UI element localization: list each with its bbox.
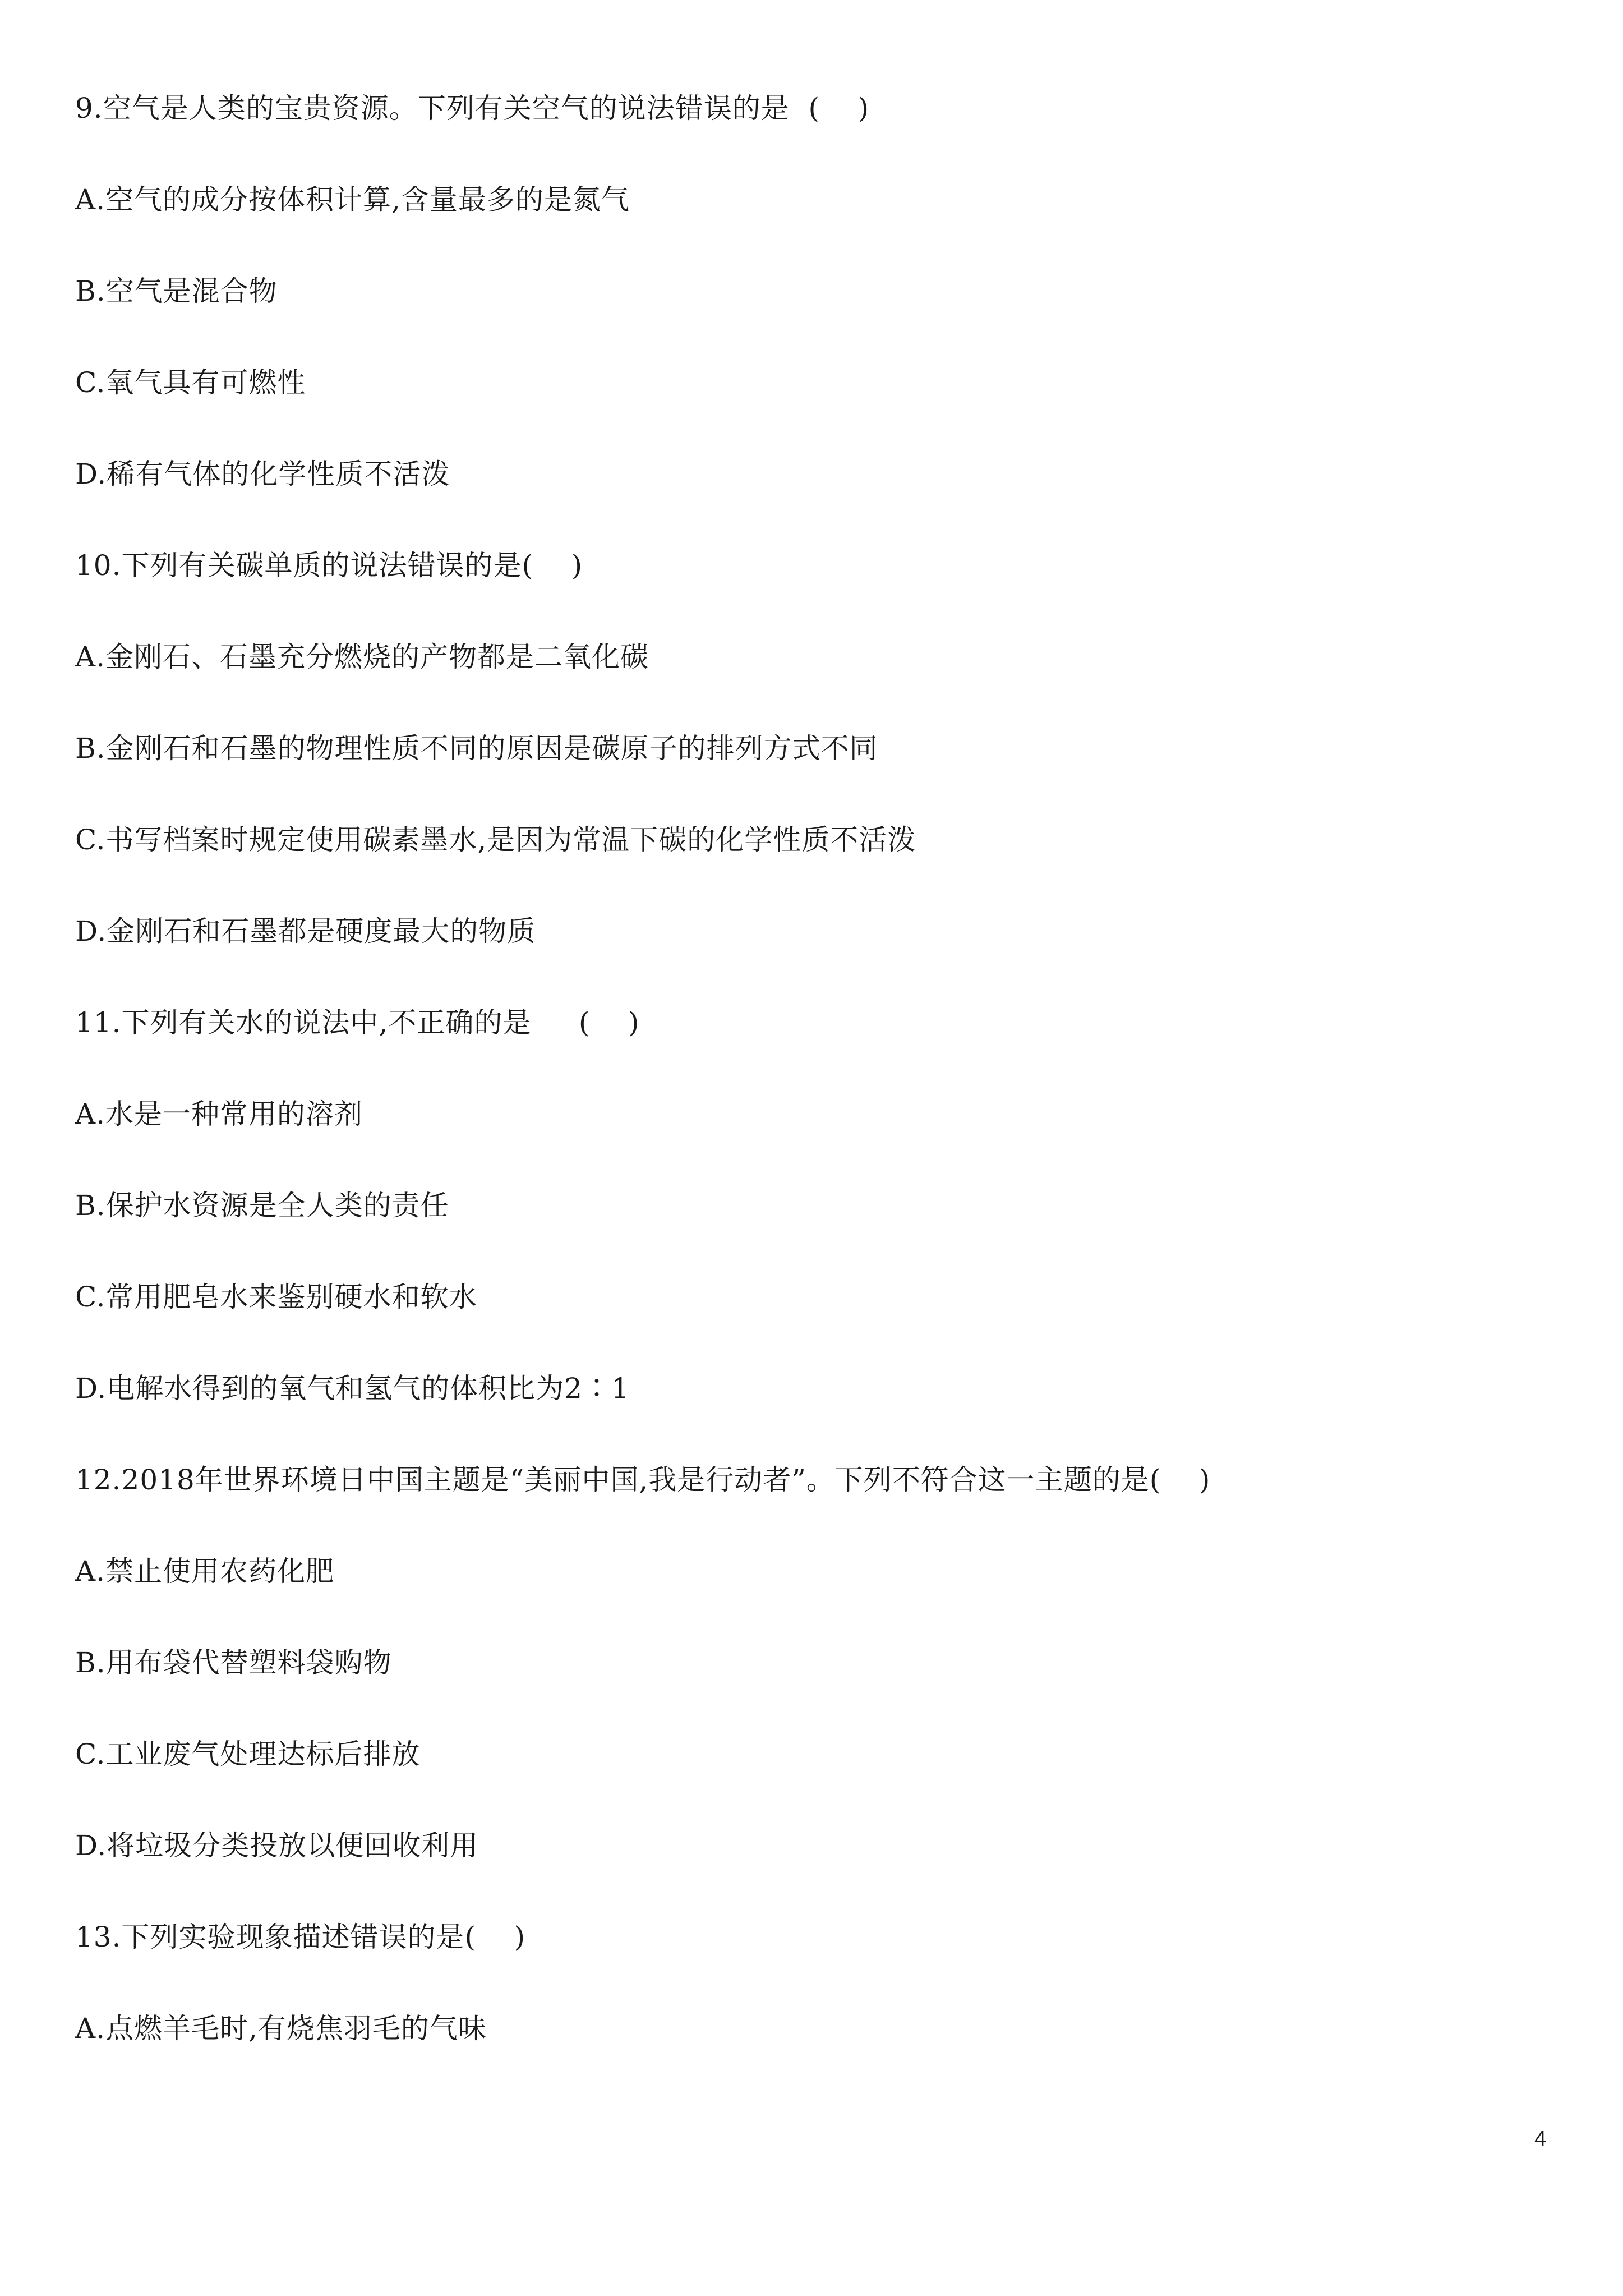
- question-10-stem: 10.下列有关碳单质的说法错误的是( ): [75, 549, 583, 582]
- question-9-option-a: A.空气的成分按体积计算,含量最多的是氮气: [75, 183, 630, 216]
- question-12-option-b: B.用布袋代替塑料袋购物: [75, 1646, 392, 1679]
- question-12-option-a: A.禁止使用农药化肥: [75, 1555, 335, 1588]
- question-9-option-b: B.空气是混合物: [75, 275, 278, 307]
- question-10-option-a: A.金刚石、石墨充分燃烧的产物都是二氧化碳: [75, 641, 649, 673]
- question-13-stem: 13.下列实验现象描述错误的是( ): [75, 1921, 526, 1953]
- question-10-option-c: C.书写档案时规定使用碳素墨水,是因为常温下碳的化学性质不活泼: [75, 823, 916, 856]
- question-13-option-a: A.点燃羊毛时,有烧焦羽毛的气味: [75, 2012, 487, 2045]
- question-12-option-c: C.工业废气处理达标后排放: [75, 1738, 421, 1770]
- page-number: 4: [1534, 2127, 1547, 2151]
- question-9-option-d: D.稀有气体的化学性质不活泼: [75, 458, 450, 490]
- question-9-stem: 9.空气是人类的宝贵资源。下列有关空气的说法错误的是 ( ): [75, 92, 870, 125]
- question-10-option-b: B.金刚石和石墨的物理性质不同的原因是碳原子的排列方式不同: [75, 732, 878, 765]
- question-12-stem: 12.2018年世界环境日中国主题是“美丽中国,我是行动者”。下列不符合这一主题的是( ): [75, 1464, 1211, 1496]
- question-11-option-b: B.保护水资源是全人类的责任: [75, 1189, 449, 1222]
- question-11-option-d: D.电解水得到的氧气和氢气的体积比为2∶1: [75, 1372, 630, 1405]
- question-12-option-d: D.将垃圾分类投放以便回收利用: [75, 1829, 479, 1862]
- question-11-option-a: A.水是一种常用的溶剂: [75, 1098, 363, 1130]
- question-10-option-d: D.金刚石和石墨都是硬度最大的物质: [75, 915, 536, 947]
- question-9-option-c: C.氧气具有可燃性: [75, 366, 306, 399]
- question-11-stem: 11.下列有关水的说法中,不正确的是 ( ): [75, 1006, 640, 1039]
- question-11-option-c: C.常用肥皂水来鉴别硬水和软水: [75, 1281, 478, 1313]
